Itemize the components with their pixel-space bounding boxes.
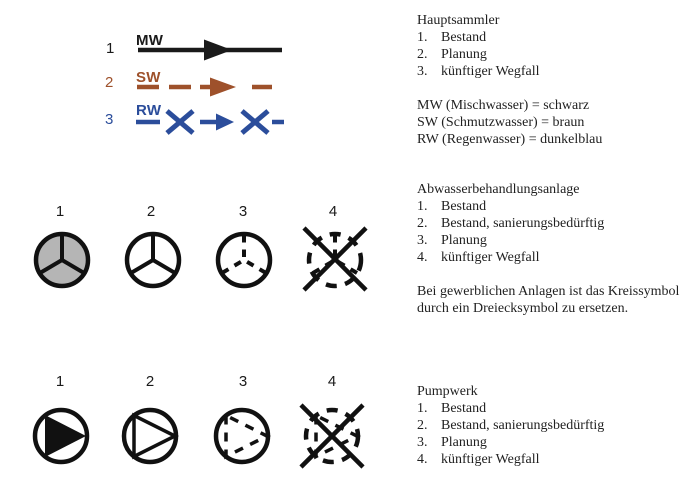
pump-bestand-icon: [35, 410, 87, 462]
list-item: 3. künftiger Wegfall: [417, 64, 540, 79]
rw-label: RW: [136, 102, 162, 119]
mw-color-note: MW (Mischwasser) = schwarz: [417, 98, 590, 113]
list-item: 4. künftiger Wegfall: [417, 250, 540, 265]
pump-planung-icon: [216, 410, 268, 462]
sw-label: SW: [136, 69, 161, 86]
hauptsammler-row1-number: 1: [106, 40, 115, 57]
list-item: 1. Bestand: [417, 30, 487, 45]
pumpwerk-title: Pumpwerk: [417, 384, 478, 399]
treatment-sanierung-icon: [127, 234, 179, 286]
treatment-symbol-1-number: 1: [55, 203, 65, 220]
list-item: 1. Bestand: [417, 401, 487, 416]
list-item: 3. Planung: [417, 435, 487, 450]
gewerbliche-anlagen-note-line1: Bei gewerblichen Anlagen ist das Kreissymbol: [417, 284, 680, 299]
list-item: 4. künftiger Wegfall: [417, 452, 540, 467]
abwasserbehandlungsanlage-legend: [417, 181, 687, 317]
hauptsammler-legend: [417, 12, 687, 148]
rw-cross-icon: [242, 111, 268, 133]
mw-line-symbol: [138, 40, 282, 61]
hauptsammler-row2-number: 2: [105, 74, 114, 91]
sw-color-note: SW (Schmutzwasser) = braun: [417, 115, 585, 130]
pump-symbol-4-number: 4: [327, 373, 337, 390]
hauptsammler-row3-number: 3: [105, 111, 114, 128]
list-item: 2. Planung: [417, 47, 487, 62]
hauptsammler-symbols: [0, 0, 410, 170]
rw-color-note: RW (Regenwasser) = dunkelblau: [417, 132, 603, 147]
treatment-planung-icon: [218, 234, 270, 286]
pump-wegfall-icon: [301, 405, 363, 467]
treatment-symbol-2-number: 2: [146, 203, 156, 220]
hauptsammler-title: Hauptsammler: [417, 13, 500, 28]
treatment-symbol-4-number: 4: [328, 203, 338, 220]
treatment-bestand-icon: [36, 234, 88, 286]
pumpwerk-symbols: [0, 360, 410, 496]
sw-line-symbol: [137, 78, 272, 97]
rw-cross-icon: [167, 111, 193, 133]
gewerbliche-anlagen-note-line2: durch ein Dreiecksymbol zu ersetzen.: [417, 301, 629, 316]
sw-arrow-icon: [210, 78, 236, 97]
treatment-wegfall-icon: [304, 228, 366, 290]
mw-arrow-icon: [204, 40, 232, 61]
pump-symbol-3-number: 3: [238, 373, 248, 390]
pump-symbol-2-number: 2: [145, 373, 155, 390]
rw-arrow-icon: [216, 114, 234, 131]
abwasserbehandlungsanlage-title: Abwasserbehandlungsanlage: [417, 182, 580, 197]
mw-label: MW: [136, 32, 164, 49]
abwasserbehandlungsanlage-symbols: [0, 190, 410, 310]
pumpwerk-legend: [417, 383, 687, 468]
list-item: 2. Bestand, sanierungsbedürftig: [417, 418, 605, 433]
list-item: 1. Bestand: [417, 199, 487, 214]
list-item: 2. Bestand, sanierungsbedürftig: [417, 216, 605, 231]
rw-line-symbol: [136, 111, 284, 133]
list-item: 3. Planung: [417, 233, 487, 248]
treatment-symbol-3-number: 3: [238, 203, 248, 220]
pump-symbol-1-number: 1: [55, 373, 65, 390]
pump-sanierung-icon: [124, 410, 176, 462]
